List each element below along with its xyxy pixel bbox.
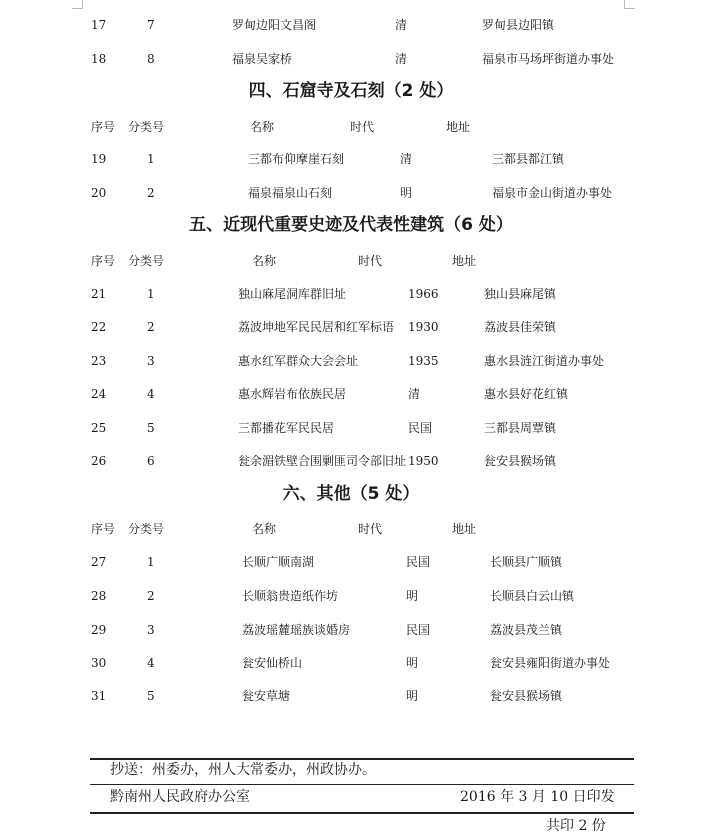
cell-era: 民国: [406, 555, 431, 569]
cell-cls: 1: [147, 287, 155, 301]
table-row: [0, 620, 702, 640]
section-title: 四、石窟寺及石刻（2 处）: [248, 81, 454, 101]
header-addr: 地址: [446, 120, 471, 134]
cell-cls: 6: [147, 454, 155, 468]
cell-name: 福泉吴家桥: [232, 52, 293, 66]
cell-addr: 三都县周覃镇: [484, 421, 557, 435]
cell-era: 1950: [408, 454, 439, 468]
cell-cls: 2: [147, 186, 155, 200]
cell-cls: 3: [147, 354, 155, 368]
cell-era: 1935: [408, 354, 439, 368]
table-row: [0, 183, 702, 203]
cell-num: 20: [91, 186, 107, 200]
cell-name: 三都播花军民民居: [238, 421, 335, 435]
header-name: 名称: [252, 254, 277, 268]
cell-era: 民国: [408, 421, 433, 435]
table-row: [0, 384, 702, 404]
cell-era: 明: [406, 589, 419, 603]
cell-cls: 4: [147, 656, 155, 670]
cell-cls: 7: [147, 18, 155, 32]
cell-num: 24: [91, 387, 107, 401]
cell-cls: 3: [147, 623, 155, 637]
cell-num: 31: [91, 689, 107, 703]
cell-cls: 1: [147, 152, 155, 166]
cell-num: 28: [91, 589, 107, 603]
cell-addr: 福泉市马场坪街道办事处: [482, 52, 615, 66]
cell-addr: 三都县都江镇: [492, 152, 565, 166]
table-row: [0, 418, 702, 438]
cell-era: 民国: [406, 623, 431, 637]
cell-addr: 惠水县涟江街道办事处: [484, 354, 605, 368]
header-num: 序号: [91, 522, 116, 536]
cell-addr: 荔波县茂兰镇: [490, 623, 563, 637]
header-cls: 分类号: [128, 120, 165, 134]
table-row: [0, 451, 702, 471]
header-name: 名称: [252, 522, 277, 536]
header-era: 时代: [358, 254, 383, 268]
issue-date: 2016 年 3 月 10 日印发: [460, 789, 615, 805]
cell-era: 清: [395, 52, 408, 66]
cell-era: 明: [406, 689, 419, 703]
header-num: 序号: [91, 120, 116, 134]
cell-num: 27: [91, 555, 107, 569]
header-num: 序号: [91, 254, 116, 268]
cell-name: 瓮余湄铁壁合围剿匪司令部旧址: [238, 454, 407, 468]
table-header-row: [0, 117, 702, 137]
cell-addr: 罗甸县边阳镇: [482, 18, 555, 32]
cell-era: 1930: [408, 320, 439, 334]
cell-cls: 5: [147, 421, 155, 435]
cell-num: 23: [91, 354, 107, 368]
table-row: [0, 284, 702, 304]
cell-name: 荔波坤地军民民居和红军标语: [238, 320, 395, 334]
cell-name: 惠水辉岩布依族民居: [238, 387, 347, 401]
table-row: [0, 653, 702, 673]
cell-era: 清: [408, 387, 421, 401]
crop-mark-top-left: [72, 0, 83, 9]
header-cls: 分类号: [128, 522, 165, 536]
header-name: 名称: [250, 120, 275, 134]
footer-middle-rule: [90, 784, 634, 785]
cell-name: 长顺广顺南湖: [242, 555, 315, 569]
cell-name: 罗甸边阳文昌阁: [232, 18, 317, 32]
table-row: [0, 149, 702, 169]
cell-name: 瓮安草塘: [242, 689, 291, 703]
cell-name: 独山麻尾洞库群旧址: [238, 287, 347, 301]
cell-name: 荔波瑶麓瑶族谈婚房: [242, 623, 351, 637]
cell-num: 18: [91, 52, 107, 66]
cell-addr: 独山县麻尾镇: [484, 287, 557, 301]
footer-bottom-rule: [90, 812, 634, 814]
cell-cls: 1: [147, 555, 155, 569]
cell-era: 清: [395, 18, 408, 32]
header-addr: 地址: [452, 522, 477, 536]
section-title: 六、其他（5 处）: [282, 484, 420, 504]
cell-era: 明: [400, 186, 413, 200]
crop-mark-top-right: [624, 0, 635, 9]
cell-cls: 8: [147, 52, 155, 66]
cell-addr: 瓮安县猴场镇: [490, 689, 563, 703]
cell-num: 21: [91, 287, 107, 301]
cell-name: 惠水红军群众大会会址: [238, 354, 359, 368]
cell-era: 明: [406, 656, 419, 670]
cell-cls: 2: [147, 589, 155, 603]
cell-name: 福泉福泉山石刻: [248, 186, 333, 200]
cell-num: 19: [91, 152, 107, 166]
section-title: 五、近现代重要史迹及代表性建筑（6 处）: [189, 215, 513, 235]
cell-num: 30: [91, 656, 107, 670]
cell-num: 29: [91, 623, 107, 637]
cell-num: 26: [91, 454, 107, 468]
copies-count: 共印 2 份: [546, 818, 606, 834]
cell-num: 17: [91, 18, 107, 32]
cc-line: 抄送：州委办，州人大常委办，州政协办。: [110, 762, 376, 778]
cell-addr: 瓮安县猴场镇: [484, 454, 557, 468]
cell-addr: 惠水县好花红镇: [484, 387, 569, 401]
issuing-office: 黔南州人民政府办公室: [110, 789, 250, 805]
table-row: [0, 686, 702, 706]
header-era: 时代: [350, 120, 375, 134]
cell-cls: 2: [147, 320, 155, 334]
table-row: [0, 586, 702, 606]
cell-addr: 荔波县佳荣镇: [484, 320, 557, 334]
table-row: [0, 49, 702, 69]
table-header-row: [0, 251, 702, 271]
cell-addr: 瓮安县雍阳街道办事处: [490, 656, 611, 670]
cell-era: 清: [400, 152, 413, 166]
header-cls: 分类号: [128, 254, 165, 268]
cell-addr: 福泉市金山街道办事处: [492, 186, 613, 200]
header-addr: 地址: [452, 254, 477, 268]
cell-name: 瓮安仙桥山: [242, 656, 303, 670]
cell-cls: 4: [147, 387, 155, 401]
table-row: [0, 317, 702, 337]
table-row: [0, 351, 702, 371]
cell-era: 1966: [408, 287, 439, 301]
cell-num: 22: [91, 320, 107, 334]
table-row: [0, 15, 702, 35]
cell-name: 三都布仰摩崖石刻: [248, 152, 345, 166]
table-row: [0, 552, 702, 572]
cell-num: 25: [91, 421, 107, 435]
cell-addr: 长顺县广顺镇: [490, 555, 563, 569]
cell-cls: 5: [147, 689, 155, 703]
cell-name: 长顺翁贵造纸作坊: [242, 589, 339, 603]
header-era: 时代: [358, 522, 383, 536]
cell-addr: 长顺县白云山镇: [490, 589, 575, 603]
table-header-row: [0, 519, 702, 539]
